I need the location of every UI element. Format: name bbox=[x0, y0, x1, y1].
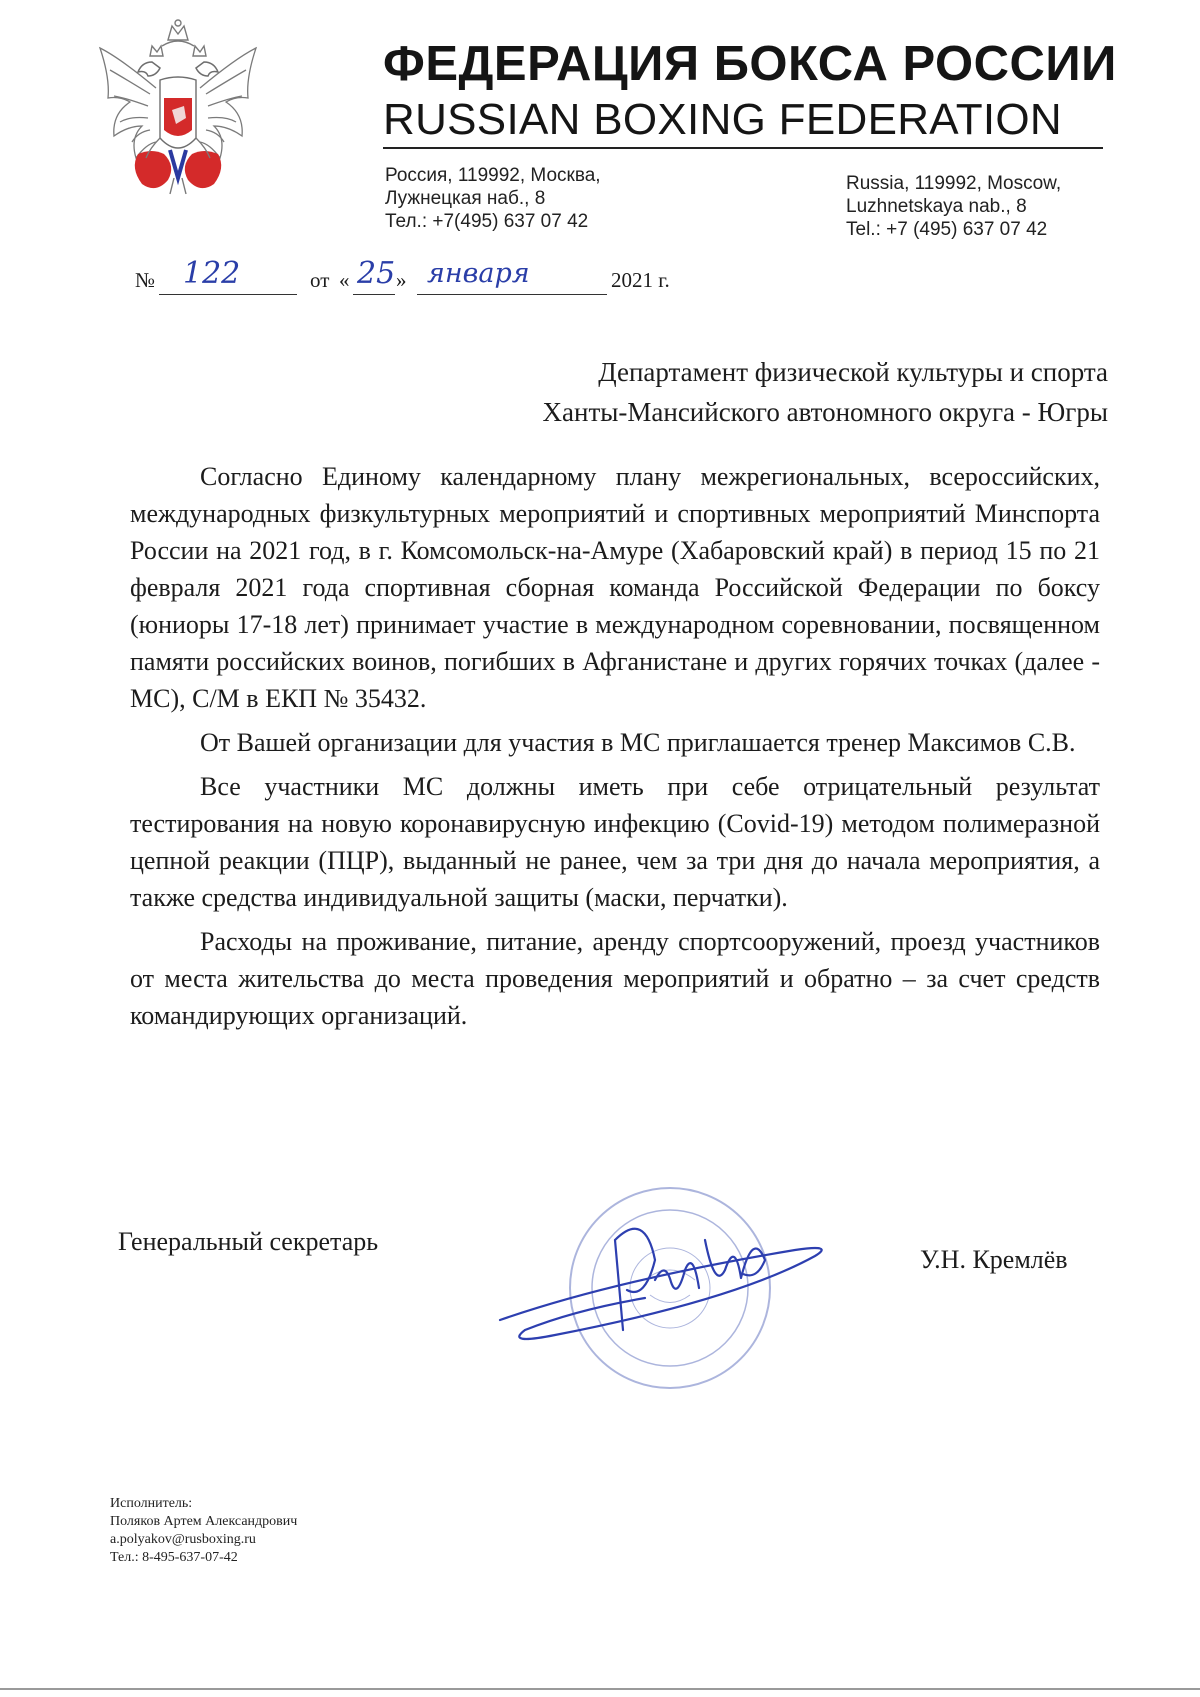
quote-open: « bbox=[339, 268, 350, 292]
org-name-en: RUSSIAN BOXING FEDERATION bbox=[383, 95, 1062, 144]
federation-emblem bbox=[90, 18, 265, 223]
body-paragraph: Согласно Единому календарному плану межрегиональных, всероссийских, международных физкультурных мероприятий и спортивных мероприятий Минспорта России на 2021 год, в г. Комсомольск-на-Амуре (Хабаровский край) в период 15 по 21 февраля 2021 года спортивная сборная команда Российской Федерации по боксу (юниоры 17-18 лет) принимает участие в международном соревновании, посвященном памяти российских воинов, погибших в Афганистане и других горячих точках (далее - МС), С/М в ЕКП № 35432. bbox=[130, 462, 1100, 713]
executor-label: Исполнитель: bbox=[110, 1496, 193, 1511]
addressee bbox=[543, 352, 1108, 432]
addressee-line: Ханты-Мансийского автономного округа - Югры bbox=[542, 397, 1108, 427]
right-wing bbox=[200, 48, 256, 158]
letter-number: 122 bbox=[183, 256, 241, 291]
address-en-line: Russia, 119992, Moscow, bbox=[846, 173, 1062, 194]
body-paragraph: Расходы на проживание, питание, аренду спортсооружений, проезд участников от места жительства до места проведения мероприятий и обратно – за счет средств командирующих организаций. bbox=[130, 927, 1100, 1030]
number-label: № bbox=[135, 268, 156, 292]
address-en bbox=[846, 172, 1061, 241]
letter-body bbox=[130, 458, 1100, 1041]
date-year: 2021 г. bbox=[611, 268, 670, 292]
scan-edge-line bbox=[0, 1688, 1200, 1690]
address-ru-line: Россия, 119992, Москва, bbox=[385, 165, 601, 186]
signatory-name: У.Н. Кремлёв bbox=[920, 1245, 1068, 1274]
crown-icon bbox=[150, 20, 206, 56]
addressee-line: Департамент физической культуры и спорта bbox=[598, 357, 1108, 387]
date-day: 25 bbox=[357, 256, 396, 291]
body-paragraph: Все участники МС должны иметь при себе отрицательный результат тестирования на новую коронавирусную инфекцию (Covid-19) методом полимеразной цепной реакции (ПЦР), выданный не ранее, чем за три дня до начала мероприятия, а также средства индивидуальной защиты (маски, перчатки). bbox=[130, 772, 1100, 912]
executor-name: Поляков Артем Александрович bbox=[110, 1514, 298, 1529]
executor-email: a.polyakov@rusboxing.ru bbox=[110, 1532, 256, 1547]
quote-close: » bbox=[396, 268, 407, 292]
executor-block bbox=[110, 1495, 297, 1567]
executor-phone: Тел.: 8-495-637-07-42 bbox=[110, 1550, 238, 1565]
body-paragraph: От Вашей организации для участия в МС приглашается тренер Максимов С.В. bbox=[200, 728, 1076, 757]
left-wing bbox=[100, 48, 156, 158]
signatory-title: Генеральный секретарь bbox=[118, 1227, 379, 1256]
address-ru-line: Тел.: +7(495) 637 07 42 bbox=[385, 211, 589, 232]
stamp-and-signature bbox=[495, 1170, 845, 1400]
org-name-ru: ФЕДЕРАЦИЯ БОКСА РОССИИ bbox=[383, 37, 1117, 91]
reference-line bbox=[135, 256, 695, 302]
date-from-label: от bbox=[310, 268, 330, 292]
address-en-line: Luzhnetskaya nab., 8 bbox=[846, 196, 1027, 217]
signature-icon bbox=[500, 1229, 822, 1339]
date-month: января bbox=[427, 258, 530, 289]
address-ru bbox=[385, 164, 601, 233]
address-en-line: Tel.: +7 (495) 637 07 42 bbox=[846, 219, 1048, 240]
address-ru-line: Лужнецкая наб., 8 bbox=[385, 188, 546, 209]
header-divider bbox=[383, 147, 1103, 149]
